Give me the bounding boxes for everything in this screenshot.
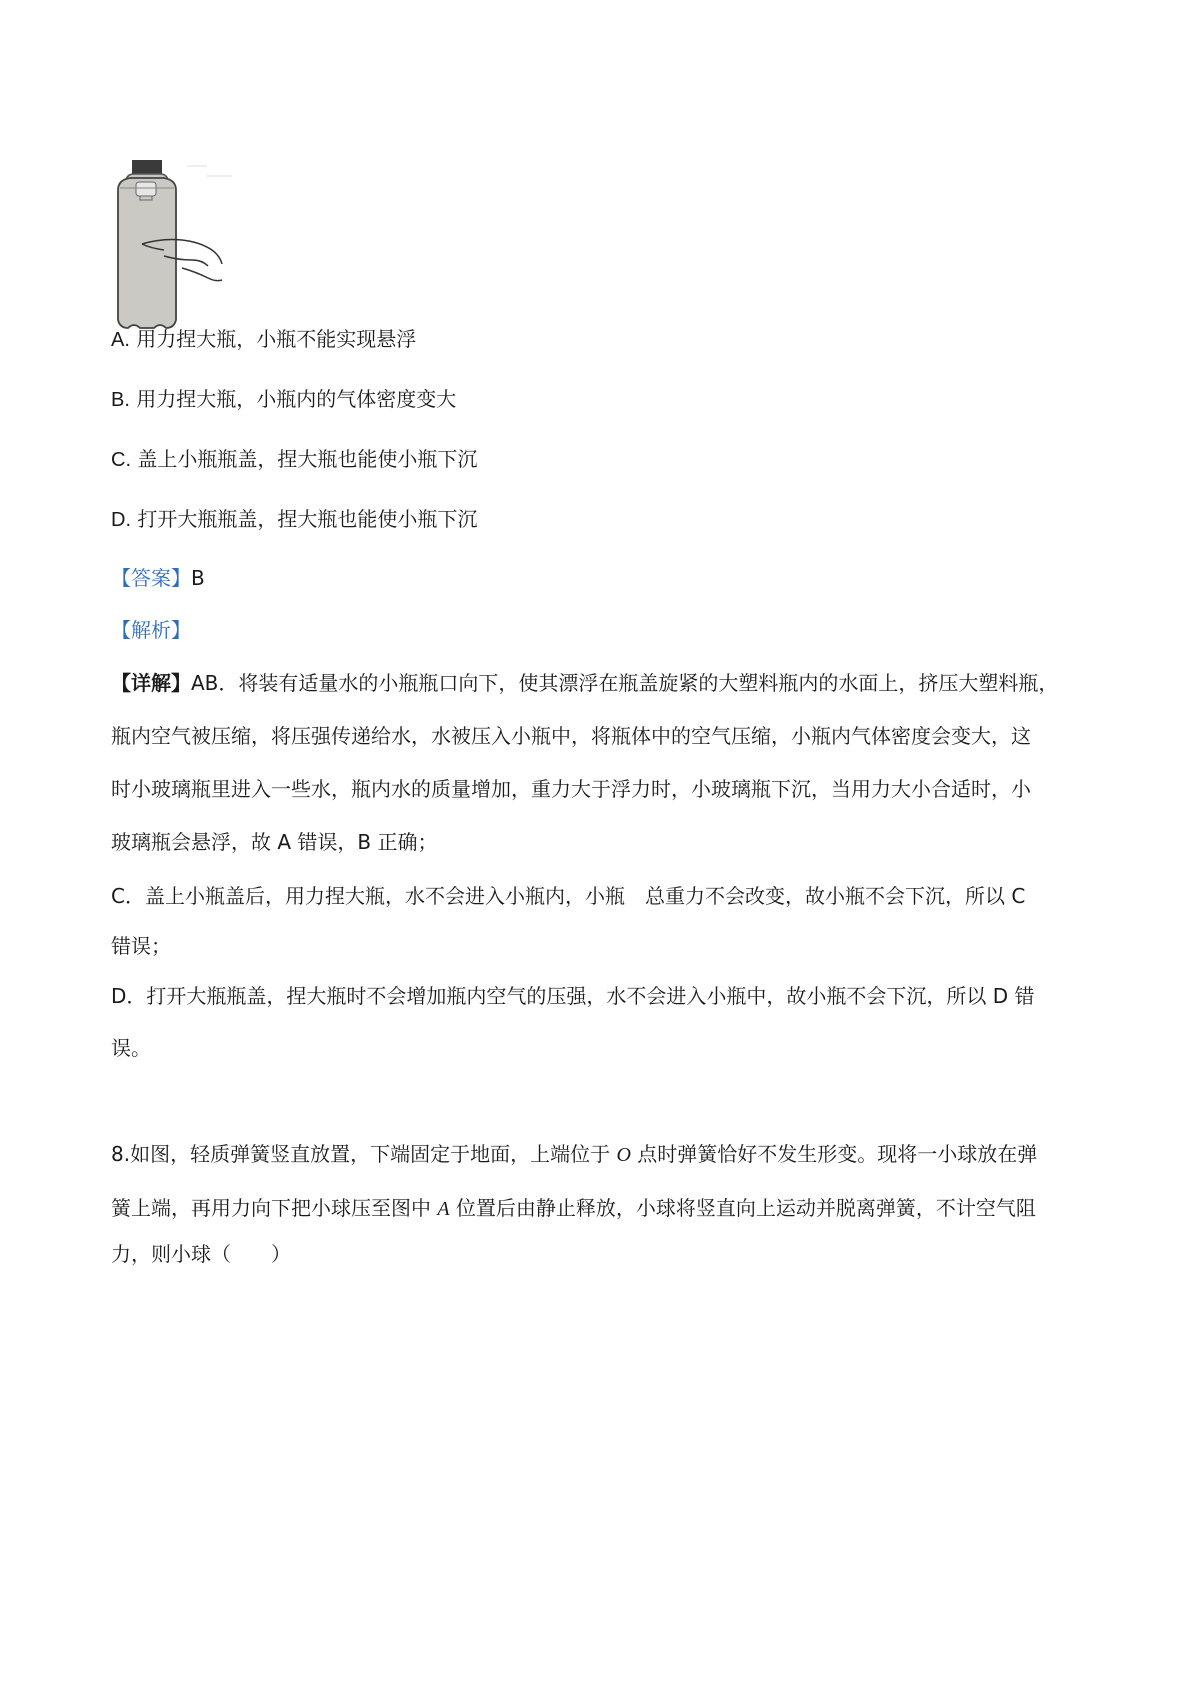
option-c-text: 盖上小瓶瓶盖，捏大瓶也能使小瓶下沉	[137, 447, 478, 471]
small-vial	[136, 182, 156, 196]
option-b-text: 用力捏大瓶，小瓶内的气体密度变大	[136, 387, 457, 411]
detail-tag: 【详解】	[111, 671, 191, 695]
option-b-letter: B.	[111, 389, 130, 411]
option-d-letter: D.	[111, 509, 131, 531]
option-a	[111, 326, 416, 353]
option-a-letter: A.	[111, 329, 130, 351]
detail-c-line-2	[111, 930, 1101, 959]
detail-text-2: 瓶内空气被压缩，将压强传递给水，水被压入小瓶中，将瓶体中的空气压缩，小瓶内气体密度会变大，这	[111, 724, 1031, 748]
detail-d-line-1	[111, 980, 1101, 1009]
answer-value: B	[191, 566, 205, 590]
detail-line-1	[111, 667, 1101, 696]
detail-text-1: AB．将装有适量水的小瓶瓶口向下，使其漂浮在瓶盖旋紧的大塑料瓶内的水面上，挤压大塑料瓶，	[191, 671, 1059, 695]
analysis-line	[111, 617, 191, 643]
detail-text-4: 玻璃瓶会悬浮，故 A 错误，B 正确；	[111, 830, 438, 854]
detail-line-3	[111, 773, 1101, 802]
q8-line1-post: 点时弹簧恰好不发生形变。现将一小球放在弹	[630, 1142, 1038, 1166]
q8-point-a: A	[437, 1198, 450, 1220]
analysis-tag: 【解析】	[111, 618, 191, 642]
option-c	[111, 446, 477, 473]
option-b	[111, 386, 456, 413]
bottle-icon	[112, 160, 252, 335]
question-8-line-2	[111, 1192, 1101, 1221]
detail-text-3: 时小玻璃瓶里进入一些水，瓶内水的质量增加，重力大于浮力时，小玻璃瓶下沉，当用力大小合适时，小	[111, 777, 1031, 801]
question-8-line-1	[111, 1138, 1101, 1167]
detail-d-text-2: 误。	[111, 1036, 151, 1060]
option-c-letter: C.	[111, 449, 131, 471]
detail-line-4	[111, 826, 1101, 855]
q8-line2-pre: 簧上端，再用力向下把小球压至图中	[111, 1196, 438, 1220]
detail-c-text-1: C．盖上小瓶盖后，用力捏大瓶，水不会进入小瓶内，小瓶 总重力不会改变，故小瓶不会下沉，所以 C	[111, 884, 1026, 908]
detail-line-2	[111, 720, 1101, 749]
detail-c-text-2: 错误；	[111, 934, 171, 958]
option-d-text: 打开大瓶瓶盖，捏大瓶也能使小瓶下沉	[137, 507, 478, 531]
q8-point-o: O	[616, 1144, 631, 1166]
detail-c-line-1	[111, 880, 1101, 909]
question-8-line-3	[111, 1238, 1101, 1267]
q8-line2-post: 位置后由静止释放，小球将竖直向上运动并脱离弹簧，不计空气阻	[449, 1196, 1036, 1220]
q8-line1-pre: 8.如图，轻质弹簧竖直放置，下端固定于地面，上端位于	[111, 1142, 617, 1166]
answer-tag: 【答案】	[111, 566, 191, 590]
option-d	[111, 506, 477, 533]
option-a-text: 用力捏大瓶，小瓶不能实现悬浮	[136, 327, 417, 351]
q8-line3: 力，则小球（ ）	[111, 1242, 291, 1266]
bottle-cap	[132, 160, 162, 174]
detail-d-text-1: D．打开大瓶瓶盖，捏大瓶时不会增加瓶内空气的压强，水不会进入小瓶中，故小瓶不会下沉，所以 D 错	[111, 984, 1035, 1008]
detail-d-line-2	[111, 1032, 1101, 1061]
answer-line	[111, 565, 205, 591]
bottle-squeeze-figure	[112, 160, 252, 335]
